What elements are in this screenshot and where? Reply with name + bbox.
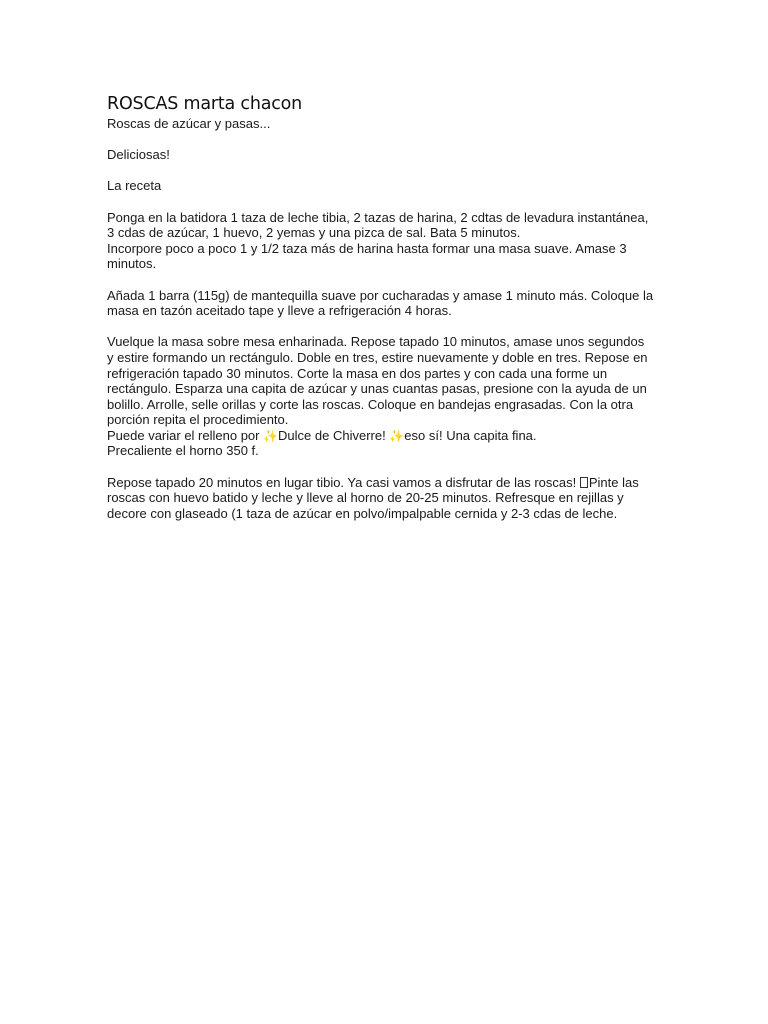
paragraph-butter (107, 288, 667, 319)
paragraph-line: Incorpore poco a poco 1 y 1/2 taza más de harina hasta formar una masa suave. Amase 3 (107, 240, 627, 256)
paragraph-line: refrigeración tapado 30 minutos. Corte la masa en dos partes y con cada una forme un (107, 365, 608, 381)
missing-glyph-icon (580, 477, 588, 488)
oven-line: Precaliente el horno 350 f. (107, 443, 259, 459)
paragraph-line: Añada 1 barra (115g) de mantequilla suave por cucharadas y amase 1 minuto más. Coloque la (107, 287, 654, 303)
document-title: ROSCAS marta chacon (107, 94, 303, 114)
exclamation-line: Deliciosas! (107, 147, 170, 163)
paragraph-ingredients (107, 210, 667, 272)
paragraph-line: Ponga en la batidora 1 taza de leche tibia, 2 tazas de harina, 2 cdtas de levadura instantánea, (107, 209, 649, 225)
paragraph-line: porción repita el procedimiento. (107, 412, 289, 428)
filling-text-middle: Dulce de Chiverre! (278, 427, 390, 443)
filling-text-before: Puede variar el relleno por (107, 427, 264, 443)
blank-line (107, 272, 667, 288)
paragraph-line: 3 cdas de azúcar, 1 huevo, 2 yemas y una pizca de sal. Bata 5 minutos. (107, 225, 521, 241)
paragraph-line: rectángulo. Esparza una capita de azúcar y unas cuantas pasas, presione con la ayuda de un (107, 381, 647, 397)
blank-line (107, 194, 667, 210)
blank-line (107, 132, 667, 148)
filling-text-after: eso sí! Una capita fina. (404, 427, 537, 443)
paragraph-line: bolillo. Arrolle, selle orillas y corte las roscas. Coloque en bandejas engrasadas. Con la otra (107, 396, 634, 412)
baking-text-after: Pinte las (588, 474, 639, 490)
paragraph-line (107, 475, 667, 491)
paragraph-line: decore con glaseado (1 taza de azúcar en polvo/impalpable cernida y 2-3 cdas de leche. (107, 505, 618, 521)
paragraph-line: roscas con huevo batido y leche y lleve al horno de 20-25 minutos. Refresque en rejillas y (107, 490, 624, 506)
blank-line (107, 459, 667, 475)
document-body (107, 92, 667, 521)
paragraph-shaping (107, 334, 667, 459)
paragraph-line: masa en tazón aceitado tape y lleve a refrigeración 4 horas. (107, 303, 452, 319)
baking-text-before: Repose tapado 20 minutos en lugar tibio. Ya casi vamos a disfrutar de las roscas! (107, 474, 580, 490)
sparkle-icon: ✨ (263, 428, 279, 443)
paragraph-line: Vuelque la masa sobre mesa enharinada. Repose tapado 10 minutos, amase unos segundos (107, 334, 645, 350)
subtitle-line: Roscas de azúcar y pasas... (107, 116, 271, 131)
paragraph-line: minutos. (107, 256, 157, 272)
blank-line (107, 319, 667, 335)
sparkle-icon: ✨ (389, 428, 405, 443)
paragraph-baking (107, 475, 667, 522)
blank-line (107, 163, 667, 179)
section-heading: La receta (107, 178, 162, 194)
filling-line (107, 428, 667, 444)
paragraph-line: y estire formando un rectángulo. Doble en tres, estire nuevamente y doble en tres. Repose en (107, 349, 648, 365)
